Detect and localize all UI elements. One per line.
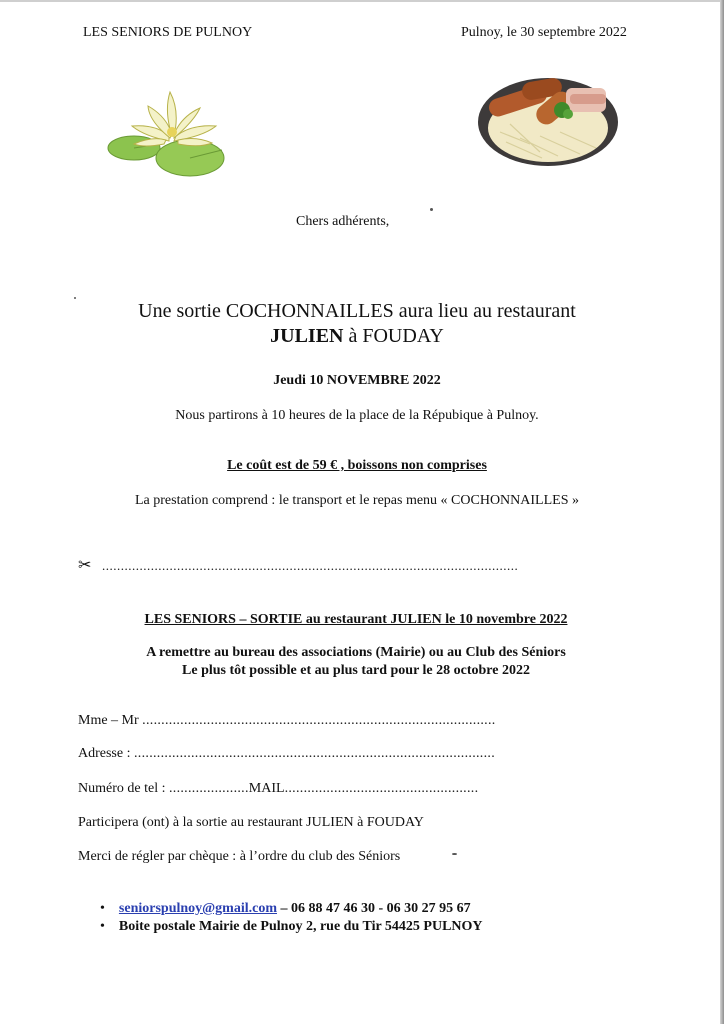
address-field[interactable] — [78, 746, 495, 762]
event-date: Jeudi 10 NOVEMBRE 2022 — [273, 373, 441, 388]
phone-mail-field[interactable] — [78, 781, 478, 797]
dash-separator: - — [375, 901, 387, 916]
scan-speck — [74, 297, 76, 299]
phone-dots: ..................... — [168, 781, 249, 796]
name-dots: ............................................................................................. — [142, 713, 496, 728]
postal-address: Boite postale Mairie de Pulnoy 2, rue du Tir 54425 PULNOY — [118, 919, 483, 934]
address-label: Adresse : — [78, 746, 131, 761]
greeting: Chers adhérents, — [296, 214, 390, 229]
restaurant-location: à FOUDAY — [343, 325, 444, 347]
dash-separator: – — [277, 901, 291, 916]
contact-postal — [100, 919, 483, 935]
mail-dots: ................................................... — [284, 781, 479, 796]
scan-right-edge — [720, 0, 724, 1024]
cut-line: ............................................................................................................... — [102, 558, 519, 573]
scan-speck — [430, 208, 433, 211]
bullet-icon: • — [100, 919, 105, 934]
slip-title: LES SENIORS – SORTIE au restaurant JULIEN le 10 novembre 2022 — [144, 612, 568, 627]
departure-info: Nous partirons à 10 heures de la place de la Répubique à Pulnoy. — [175, 408, 539, 423]
event-title-line2 — [0, 325, 714, 348]
food-photo — [470, 62, 620, 180]
water-lily-icon — [104, 86, 229, 182]
email-link[interactable]: seniorspulnoy@gmail.com — [118, 901, 277, 916]
bullet-icon: • — [100, 901, 105, 916]
mail-label: MAIL — [248, 781, 285, 796]
scan-top-edge — [0, 0, 724, 2]
address-dots: ............................................................................................... — [134, 746, 495, 761]
place-and-date: Pulnoy, le 30 septembre 2022 — [461, 25, 627, 40]
payment-line: Merci de régler par chèque : à l’ordre du club des Séniors — [78, 849, 401, 864]
slip-instruction-line2: Le plus tôt possible et au plus tard pour le 28 octobre 2022 — [182, 663, 530, 678]
scan-speck — [452, 853, 457, 855]
name-label: Mme – Mr — [78, 713, 139, 728]
phone-number-1: 06 88 47 46 30 — [291, 901, 375, 916]
contact-email-phone — [100, 901, 471, 917]
cost-info: Le coût est de 59 € , boissons non comprises — [227, 458, 487, 473]
restaurant-name: JULIEN — [270, 325, 344, 347]
prestation-info: La prestation comprend : le transport et le repas menu « COCHONNAILLES » — [134, 493, 579, 508]
scissors-icon: ✂ — [78, 557, 92, 574]
phone-number-2: 06 30 27 95 67 — [386, 901, 471, 916]
slip-instruction-line1: A remettre au bureau des associations (Mairie) ou au Club des Séniors — [146, 645, 566, 660]
event-title-line1: Une sortie COCHONNAILLES aura lieu au restaurant — [138, 300, 576, 322]
participation-line: Participera (ont) à la sortie au restaurant JULIEN à FOUDAY — [78, 815, 424, 830]
phone-label: Numéro de tel : — [78, 781, 166, 796]
organization-name: LES SENIORS DE PULNOY — [83, 25, 253, 40]
name-field[interactable] — [78, 713, 496, 729]
